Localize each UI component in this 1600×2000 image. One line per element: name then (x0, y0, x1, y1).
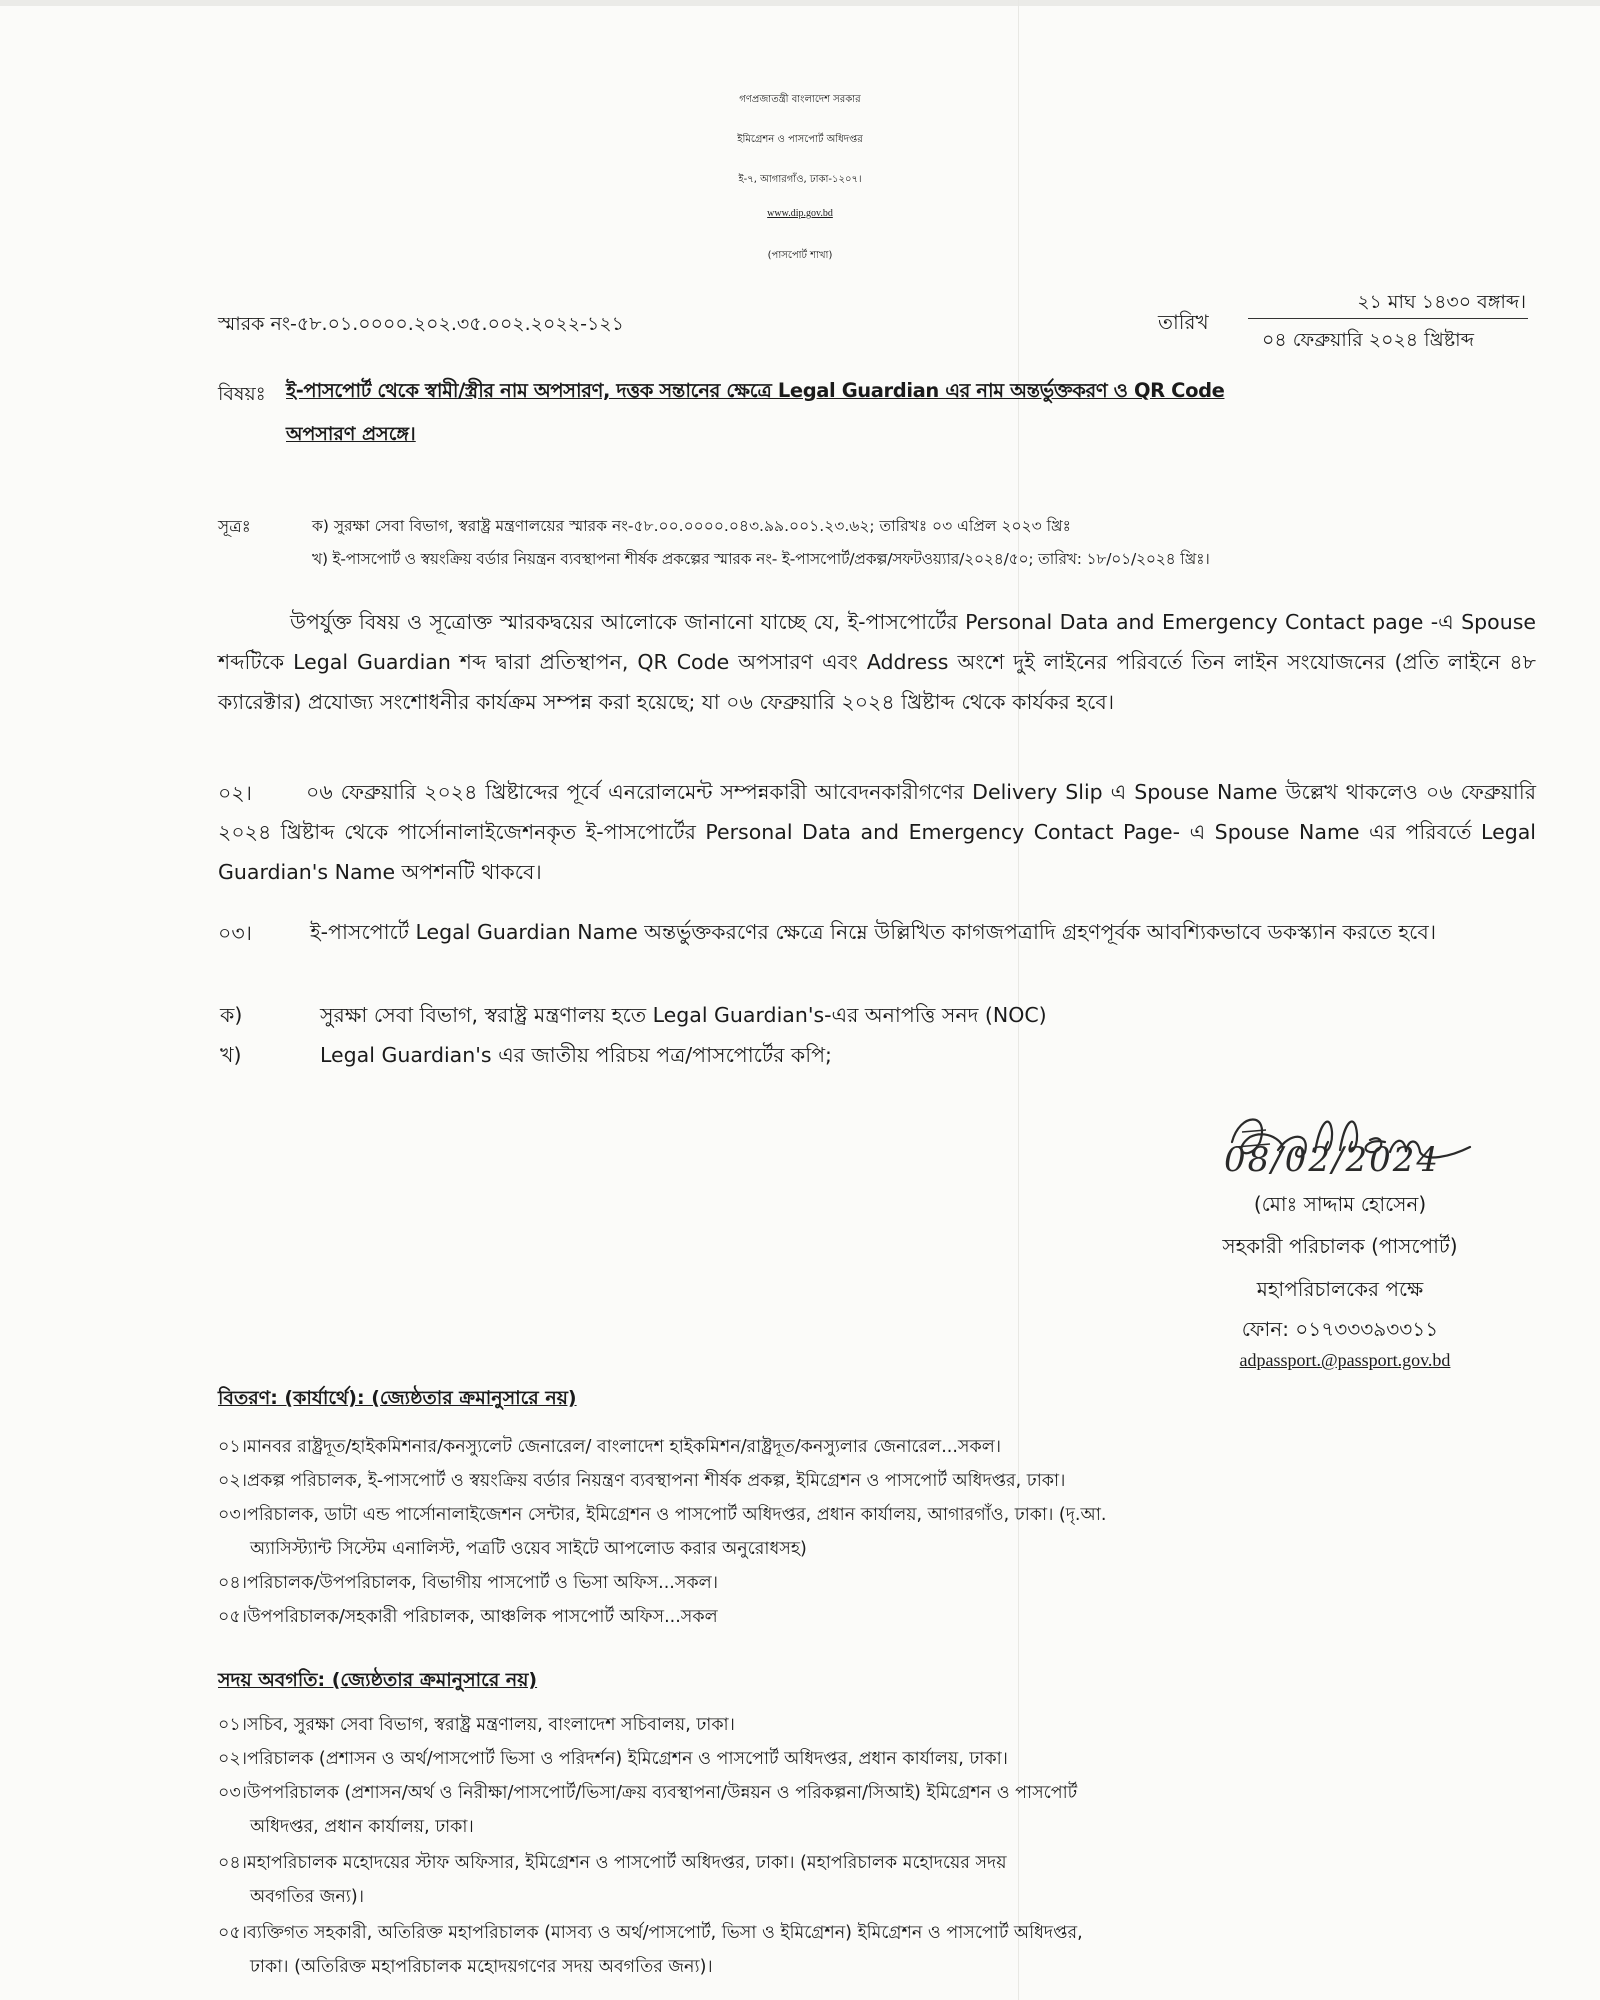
item-text: সচিব, সুরক্ষা সেবা বিভাগ, স্বরাষ্ট্র মন্ত্রণালয়, বাংলাদেশ সচিবালয়, ঢাকা। (247, 1715, 735, 1735)
header-department: ইমিগ্রেশন ও পাসপোর্ট অধিদপ্তর (737, 134, 863, 145)
body-paragraph-3: ই-পাসপোর্টে Legal Guardian Name অন্তর্ভুক্তকরণের ক্ষেত্রে নিম্নে উল্লিখিত কাগজপত্রাদি গ্রহণপূর্বক আবশ্যিকভাবে ডকস্ক্যান করতে হবে। (310, 920, 1437, 944)
subject-label: বিষয়ঃ (218, 383, 266, 405)
memo-number: স্মারক নং-৫৮.০১.০০০০.২০২.৩৫.০০২.২০২২-১২১ (218, 313, 624, 335)
signatory-name: (মোঃ সাদ্দাম হোসেন) (1253, 1192, 1427, 1216)
signatory-email-link[interactable]: adpassport.@passport.gov.bd (1239, 1350, 1451, 1370)
body-paragraph-2: ০৬ ফেব্রুয়ারি ২০২৪ খ্রিষ্টাব্দের পূর্বে এনরোলমেন্ট সম্পন্নকারী আবেদনকারীগণের Delivery Slip এ Spouse Name উল্লেখ থাকলেও ০৬ ফেব্রুয়ারি ২০২৪ খ্রিষ্টাব্দ থেকে পার্সোনালাইজেশনকৃত ই-পাসপোর্টের Personal Data and Emergency Contact Page- এ Spouse Name এর পরিবর্তে Legal Guardian's Name অপশনটি থাকবে। (218, 780, 1536, 884)
item-number: ০১। (218, 1715, 247, 1735)
item-text: উপপরিচালক (প্রশাসন/অর্থ ও নিরীক্ষা/পাসপোর্ট/ভিসা/ক্রয় ব্যবস্থাপনা/উন্নয়ন ও পরিকল্পনা/সিআই) ইমিগ্রেশন ও পাসপোর্ট (247, 1783, 1078, 1803)
copy-item (218, 1850, 1007, 1879)
item-number: ০৪। (218, 1853, 247, 1873)
item-number: ০২। (218, 1749, 248, 1769)
copy-item (218, 1746, 1008, 1775)
scan-edge (0, 0, 1600, 6)
subject-line-2: অপসারণ প্রসঙ্গে। (286, 423, 416, 445)
document-item-text: সুরক্ষা সেবা বিভাগ, স্বরাষ্ট্র মন্ত্রণালয় হতে Legal Guardian's-এর অনাপত্তি সনদ (NOC) (320, 1003, 1047, 1027)
item-number: ০৪। (218, 1573, 247, 1593)
date-label: তারিখ (1158, 310, 1209, 334)
item-number: ০২। (218, 1471, 248, 1491)
reference-label: সূত্রঃ (218, 517, 251, 537)
copy-item (218, 1920, 1083, 1949)
item-number: ০৫। (218, 1923, 247, 1943)
document-item-number: খ) (220, 1043, 242, 1067)
signature-date: 08/02/2024 (1224, 1140, 1440, 1180)
copy-item-continued: অধিদপ্তর, প্রধান কার্যালয়, ঢাকা। (250, 1817, 474, 1837)
distribution-item (218, 1468, 1065, 1497)
reference-item: ক) সুরক্ষা সেবা বিভাগ, স্বরাষ্ট্র মন্ত্রণালয়ের স্মারক নং-৫৮.০০.০০০০.০৪৩.৯৯.০০১.২৩.৬২; তারিখঃ ০৩ এপ্রিল ২০২৩ খ্রিঃ (312, 517, 1071, 535)
date-gregorian: ০৪ ফেব্রুয়ারি ২০২৪ খ্রিষ্টাব্দ (1262, 329, 1474, 351)
item-text: পরিচালক/উপপরিচালক, বিভাগীয় পাসপোর্ট ও ভিসা অফিস...সকল। (247, 1573, 718, 1593)
item-text: পরিচালক (প্রশাসন ও অর্থ/পাসপোর্ট ভিসা ও পরিদর্শন) ইমিগ্রেশন ও পাসপোর্ট অধিদপ্তর, প্রধান কার্যালয়, ঢাকা। (247, 1749, 1008, 1769)
item-number: ০৩। (218, 1505, 248, 1525)
distribution-item (218, 1604, 718, 1633)
document-item-number: ক) (220, 1003, 243, 1027)
item-text: মানবর রাষ্ট্রদূত/হাইকমিশনার/কনস্যুলেট জেনারেল/ বাংলাদেশ হাইকমিশন/রাষ্ট্রদূত/কনস্যুলার জেনারেল...সকল। (247, 1437, 1002, 1457)
distribution-item (218, 1434, 1001, 1463)
item-text: ব্যক্তিগত সহকারী, অতিরিক্ত মহাপরিচালক (মাসব্য ও অর্থ/পাসপোর্ট, ভিসা ও ইমিগ্রেশন) ইমিগ্রেশন ও পাসপোর্ট অধিদপ্তর, (247, 1923, 1083, 1943)
paragraph-2-number: ০২। (218, 781, 252, 805)
copy-item (218, 1780, 1077, 1809)
header-website-link[interactable]: www.dip.gov.bd (767, 208, 833, 219)
subject-line-1: ই-পাসপোর্ট থেকে স্বামী/স্ত্রীর নাম অপসারণ, দত্তক সন্তানের ক্ষেত্রে Legal Guardian এর নাম অন্তর্ভুক্তকরণ ও QR Code (286, 379, 1225, 402)
item-number: ০১। (218, 1437, 247, 1457)
item-text: উপপরিচালক/সহকারী পরিচালক, আঞ্চলিক পাসপোর্ট অফিস...সকল (247, 1607, 718, 1627)
copy-item-continued: ঢাকা। (অতিরিক্ত মহাপরিচালক মহোদয়গণের সদয় অবগতির জন্য)। (250, 1957, 713, 1977)
item-text: পরিচালক, ডাটা এন্ড পার্সোনালাইজেশন সেন্টার, ইমিগ্রেশন ও পাসপোর্ট অধিদপ্তর, প্রধান কার্যালয়, আগারগাঁও, ঢাকা। (দৃ.আ. (247, 1505, 1107, 1525)
item-text: প্রকল্প পরিচালক, ই-পাসপোর্ট ও স্বয়ংক্রিয় বর্ডার নিয়ন্ত্রণ ব্যবস্থাপনা শীর্ষক প্রকল্প, ইমিগ্রেশন ও পাসপোর্ট অধিদপ্তর, ঢাকা। (247, 1471, 1066, 1491)
signatory-phone: ফোন: ০১৭৩৩৩৯৩৩১১ (1241, 1317, 1439, 1341)
item-text: মহাপরিচালক মহোদয়ের স্টাফ অফিসার, ইমিগ্রেশন ও পাসপোর্ট অধিদপ্তর, ঢাকা। (মহাপরিচালক মহোদয়ের সদয় (247, 1853, 1007, 1873)
distribution-heading: বিতরণ: (কার্যার্থে): (জ্যেষ্ঠতার ক্রমানুসারে নয়) (218, 1387, 577, 1409)
reference-item: খ) ই-পাসপোর্ট ও স্বয়ংক্রিয় বর্ডার নিয়ন্ত্রন ব্যবস্থাপনা শীর্ষক প্রকল্পের স্মারক নং- ই-পাসপোর্ট/প্রকল্প/সফটওয়্যার/২০২৪/৫০; তারিখ: ১৮/০১/২০২৪ খ্রিঃ। (312, 550, 1210, 568)
document-item-text: Legal Guardian's এর জাতীয় পরিচয় পত্র/পাসপোর্টের কপি; (320, 1043, 832, 1067)
item-number: ০৩। (218, 1783, 248, 1803)
copy-item-continued: অবগতির জন্য)। (250, 1887, 364, 1907)
date-bangla: ২১ মাঘ ১৪৩০ বঙ্গাব্দ। (1357, 291, 1526, 313)
item-number: ০৫। (218, 1607, 247, 1627)
signatory-on-behalf: মহাপরিচালকের পক্ষে (1256, 1277, 1424, 1301)
signatory-title: সহকারী পরিচালক (পাসপোর্ট) (1222, 1234, 1458, 1258)
header-address: ই-৭, আগারগাঁও, ঢাকা-১২০৭। (738, 174, 862, 185)
distribution-item-continued: অ্যাসিস্ট্যান্ট সিস্টেম এনালিস্ট, পত্রটি ওয়েব সাইটে আপলোড করার অনুরোধসহ) (250, 1539, 807, 1559)
header-branch: (পাসপোর্ট শাখা) (767, 250, 833, 261)
copy-heading: সদয় অবগতি: (জ্যেষ্ঠতার ক্রমানুসারে নয়) (218, 1669, 538, 1691)
header-government: গণপ্রজাতন্ত্রী বাংলাদেশ সরকার (739, 94, 861, 105)
paragraph-3-number: ০৩। (218, 921, 252, 945)
date-divider (1248, 318, 1528, 319)
copy-item (218, 1712, 735, 1741)
distribution-item (218, 1570, 718, 1599)
body-paragraph-1: উপর্যুক্ত বিষয় ও সূত্রোক্ত স্মারকদ্বয়ের আলোকে জানানো যাচ্ছে যে, ই-পাসপোর্টের Personal Data and Emergency Contact page -এ Spouse শব্দটিকে Legal Guardian শব্দ দ্বারা প্রতিস্থাপন, QR Code অপসারণ এবং Address অংশে দুই লাইনের পরিবর্তে তিন লাইন সংযোজনের (প্রতি লাইনে ৪৮ ক্যারেক্টার) প্রযোজ্য সংশোধনীর কার্যক্রম সম্পন্ন করা হয়েছে; যা ০৬ ফেব্রুয়ারি ২০২৪ খ্রিষ্টাব্দ থেকে কার্যকর হবে। (218, 610, 1536, 714)
distribution-item (218, 1502, 1106, 1531)
